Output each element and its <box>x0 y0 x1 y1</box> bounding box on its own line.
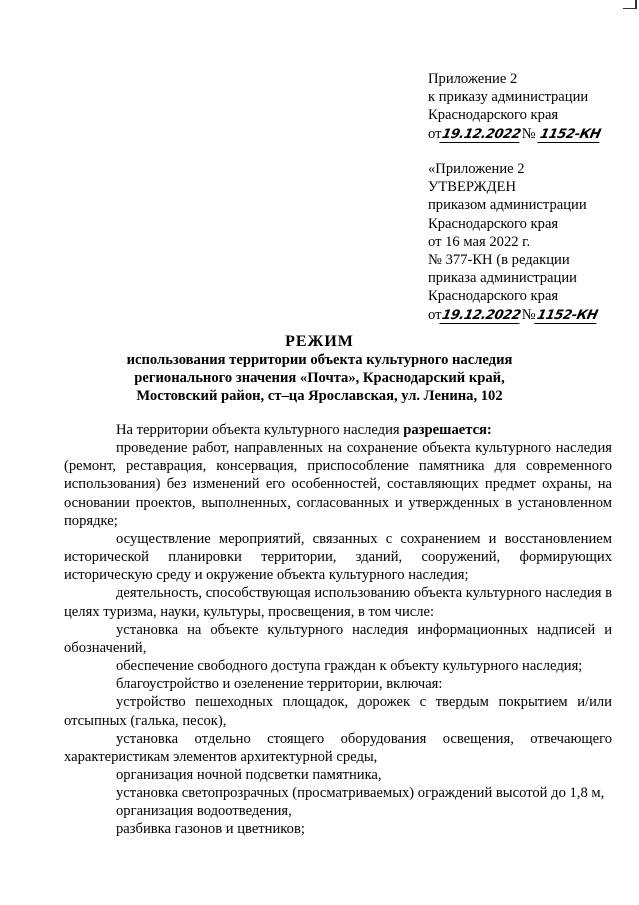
handwritten-date: 19.12.2022 <box>440 307 523 323</box>
appendix-header <box>428 70 602 143</box>
number-prefix: № <box>521 125 536 142</box>
handwritten-number: 1152-КН <box>538 126 603 142</box>
paragraph-2: осуществление мероприятий, связанных с сохранением и восстановлением исторической планировки территории, зданий, сооружений, формирующих историческую среду и окружение объекта культурного наследия; <box>64 530 612 584</box>
paragraph-8: установка отдельно стоящего оборудования освещения, отвечающего характеристикам элементов архитектурной среды, <box>64 730 612 765</box>
date-prefix: от <box>428 125 442 142</box>
intro-paragraph <box>64 421 612 439</box>
paragraph-1: проведение работ, направленных на сохранение объекта культурного наследия (ремонт, реставрация, консервация, приспособление памятника для современного использования) без изменений его особенностей, составляющих предмет охраны, на основании проектов, выполненных, согласованных и утвержденных в установленном порядке; <box>64 440 612 529</box>
paragraph-12: разбивка газонов и цветников; <box>116 821 305 838</box>
subtitle-line-2: регионального значения «Почта», Краснодарский край, <box>134 370 505 387</box>
date-prefix: от <box>428 306 442 323</box>
approved-line-7: приказа администрации <box>428 270 577 287</box>
paragraph-4: установка на объекте культурного наследия информационных надписей и обозначений, <box>64 621 612 656</box>
approved-line-8: Краснодарского края <box>428 288 559 305</box>
approved-date-line <box>428 306 598 324</box>
appendix-date-line <box>428 125 602 143</box>
document-subtitle <box>0 351 639 406</box>
appendix-line-3: Краснодарского края <box>428 107 559 124</box>
paragraph-6: благоустройство и озеленение территории, включая: <box>116 676 443 693</box>
approval-header <box>428 160 598 324</box>
approved-line-4: Краснодарского края <box>428 215 559 232</box>
approved-line-2: УТВЕРЖДЕН <box>428 179 516 196</box>
document-title: РЕЖИМ <box>285 333 354 350</box>
document-body <box>64 421 612 839</box>
paragraph-3: деятельность, способствующая использованию объекта культурного наследия в целях туризма, науки, культуры, просвещения, в том числе: <box>64 585 612 620</box>
handwritten-date: 19.12.2022 <box>440 126 523 142</box>
paragraph-9: организация ночной подсветки памятника, <box>116 766 382 783</box>
intro-bold: разрешается: <box>403 422 492 438</box>
paragraph-5: обеспечение свободного доступа граждан к объекту культурного наследия; <box>116 658 583 675</box>
approved-line-5: от 16 мая 2022 г. <box>428 233 531 250</box>
scan-corner-mark <box>623 0 637 9</box>
subtitle-line-3: Мостовский район, ст–ца Ярославская, ул. Ленина, 102 <box>136 388 503 405</box>
number-prefix: № <box>521 306 536 323</box>
paragraph-10: установка светопрозрачных (просматриваемых) ограждений высотой до 1,8 м, <box>116 785 605 802</box>
intro-text: На территории объекта культурного наследия <box>116 422 404 438</box>
approved-line-3: приказом администрации <box>428 197 587 214</box>
appendix-line-1: Приложение 2 <box>428 71 518 87</box>
handwritten-number: 1152-КН <box>535 307 599 323</box>
subtitle-line-1: использования территории объекта культурного наследия <box>126 352 513 368</box>
approved-line-6: № 377-КН (в редакции <box>428 252 570 269</box>
appendix-line-2: к приказу администрации <box>428 89 589 106</box>
paragraph-7: устройство пешеходных площадок, дорожек с твердым покрытием и/или отсыпных (галька, песок), <box>64 694 612 729</box>
paragraph-11: организация водоотведения, <box>116 803 292 820</box>
approved-line-1: «Приложение 2 <box>428 161 525 177</box>
